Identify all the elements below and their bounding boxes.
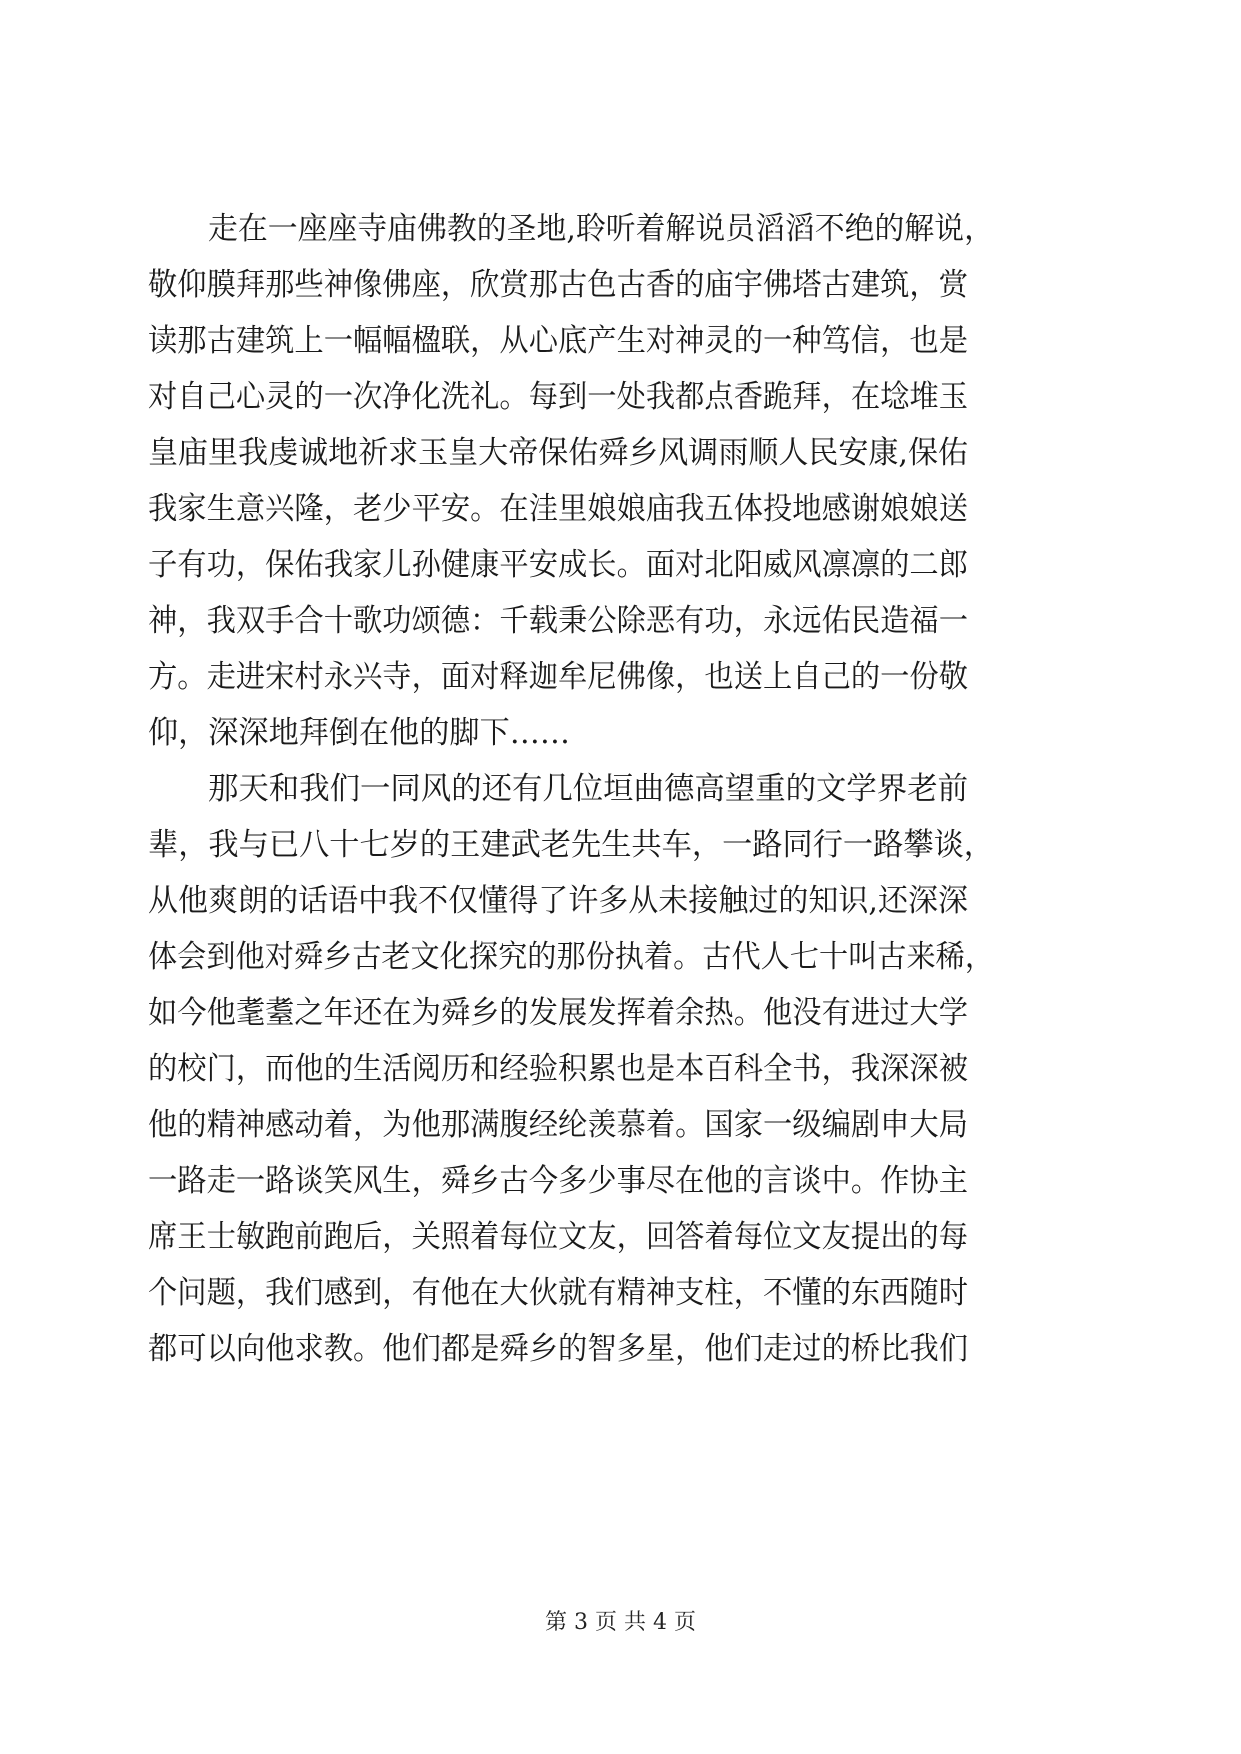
text-line xyxy=(0,985,1241,1041)
text-line xyxy=(0,201,1241,257)
line-text: 方。走进宋村永兴寺，面对释迦牟尼佛像，也送上自己的一份敬 xyxy=(148,659,968,695)
line-text: 那天和我们一同风的还有几位垣曲德高望重的文学界老前 xyxy=(208,771,968,807)
line-text: 仰，深深地拜倒在他的脚下…… xyxy=(148,715,570,751)
text-line xyxy=(0,1321,1241,1377)
text-line xyxy=(0,649,1241,705)
line-text: 体会到他对舜乡古老文化探究的那份执着。古代人七十叫古来稀， xyxy=(148,939,994,975)
text-line xyxy=(0,1097,1241,1153)
text-line xyxy=(0,1209,1241,1265)
line-text: 从他爽朗的话语中我不仅懂得了许多从未接触过的知识,还深深 xyxy=(148,883,968,919)
line-text: 对自己心灵的一次净化洗礼。每到一处我都点香跪拜，在埝堆玉 xyxy=(148,379,968,415)
text-line xyxy=(0,1153,1241,1209)
line-text: 一路走一路谈笑风生，舜乡古今多少事尽在他的言谈中。作协主 xyxy=(148,1163,968,1199)
text-line xyxy=(0,369,1241,425)
line-text: 席王士敏跑前跑后，关照着每位文友，回答着每位文友提出的每 xyxy=(148,1219,968,1255)
line-text: 我家生意兴隆，老少平安。在洼里娘娘庙我五体投地感谢娘娘送 xyxy=(148,491,968,527)
text-line xyxy=(0,873,1241,929)
text-line xyxy=(0,761,1241,817)
line-text: 辈，我与已八十七岁的王建武老先生共车，一路同行一路攀谈， xyxy=(148,827,994,863)
line-text: 敬仰膜拜那些神像佛座，欣赏那古色古香的庙宇佛塔古建筑，赏 xyxy=(148,267,968,303)
page-number-footer: 第 3 页 共 4 页 xyxy=(545,1610,696,1635)
text-line xyxy=(0,257,1241,313)
line-text: 神，我双手合十歌功颂德：千载秉公除恶有功，永远佑民造福一 xyxy=(148,603,968,639)
text-line xyxy=(0,1041,1241,1097)
text-line xyxy=(0,481,1241,537)
text-line xyxy=(0,929,1241,985)
line-text: 他的精神感动着，为他那满腹经纶羡慕着。国家一级编剧申大局 xyxy=(148,1107,968,1143)
text-line xyxy=(0,593,1241,649)
line-text: 子有功，保佑我家儿孙健康平安成长。面对北阳威风凛凛的二郎 xyxy=(148,547,968,583)
line-text: 个问题，我们感到，有他在大伙就有精神支柱，不懂的东西随时 xyxy=(148,1275,968,1311)
text-line xyxy=(0,425,1241,481)
line-text: 皇庙里我虔诚地祈求玉皇大帝保佑舜乡风调雨顺人民安康,保佑 xyxy=(148,435,968,471)
line-text: 读那古建筑上一幅幅楹联，从心底产生对神灵的一种笃信，也是 xyxy=(148,323,968,359)
line-text: 走在一座座寺庙佛教的圣地,聆听着解说员滔滔不绝的解说， xyxy=(208,211,994,247)
text-line xyxy=(0,537,1241,593)
text-line xyxy=(0,313,1241,369)
text-line xyxy=(0,705,1241,761)
line-text: 的校门，而他的生活阅历和经验积累也是本百科全书，我深深被 xyxy=(148,1051,968,1087)
text-line xyxy=(0,1265,1241,1321)
line-text: 都可以向他求教。他们都是舜乡的智多星，他们走过的桥比我们 xyxy=(148,1331,968,1367)
text-line xyxy=(0,817,1241,873)
line-text: 如今他耄耋之年还在为舜乡的发展发挥着余热。他没有进过大学 xyxy=(148,995,968,1031)
